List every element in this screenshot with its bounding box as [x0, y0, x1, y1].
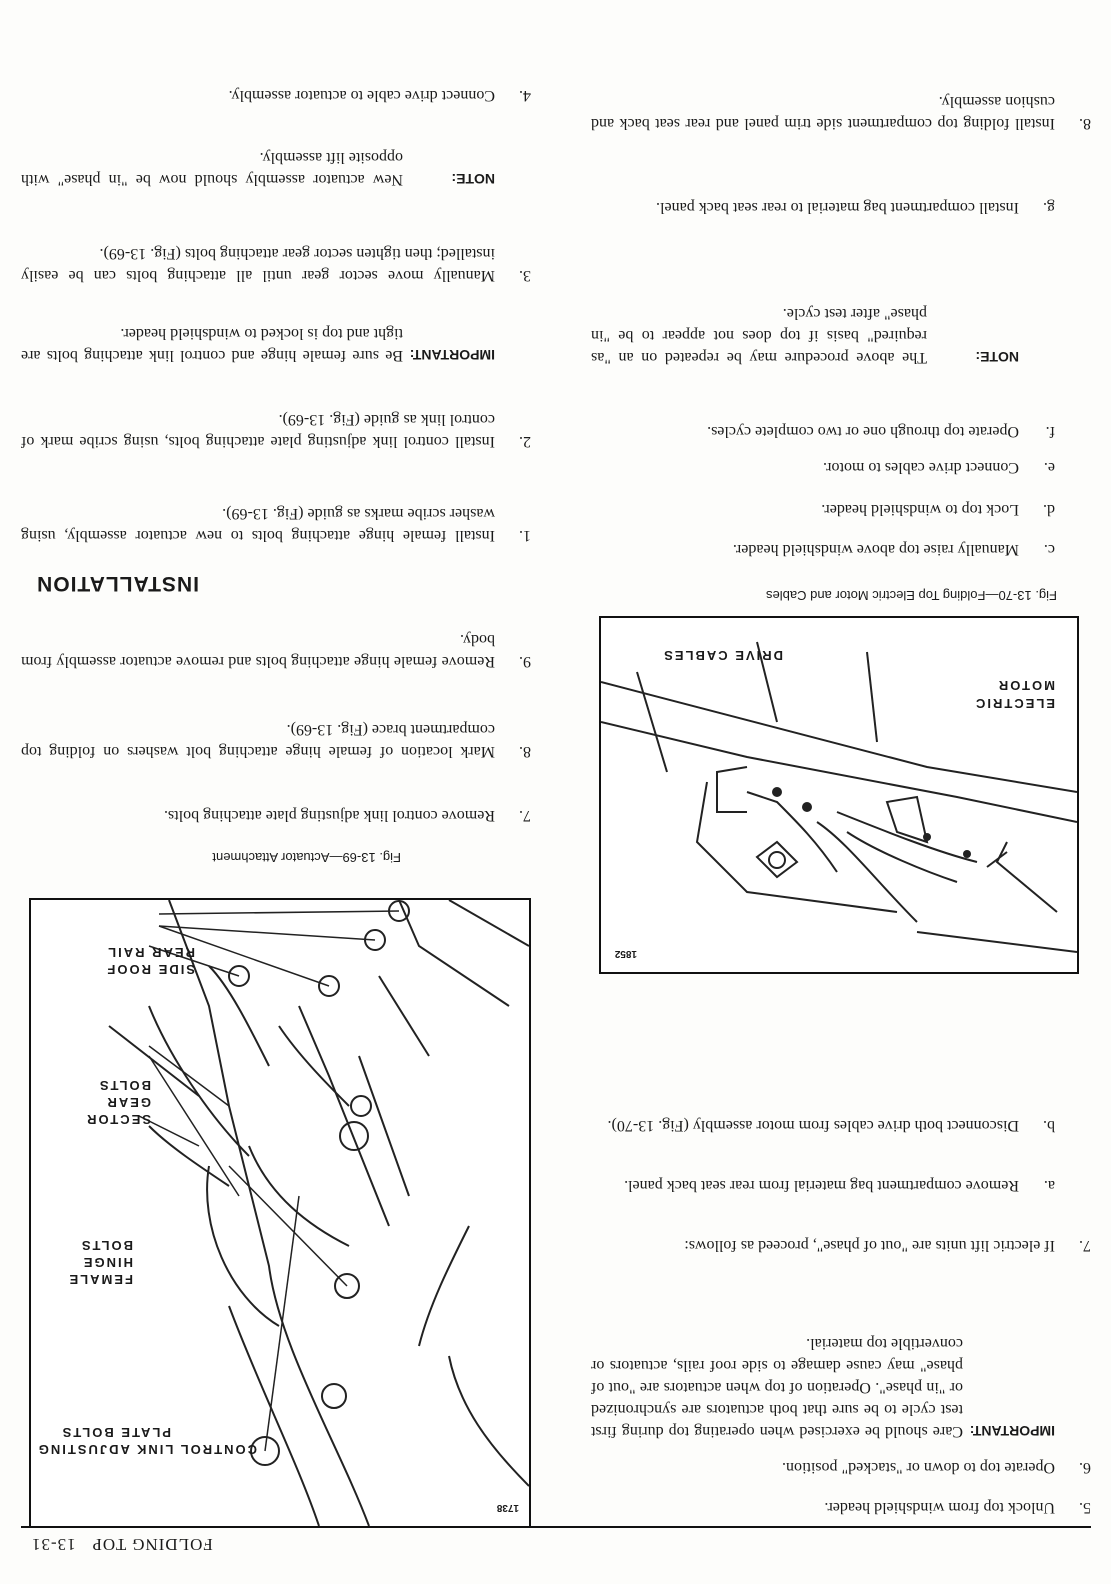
- step-6: 6. Operate top to down or "stacked" position.: [781, 1459, 1091, 1476]
- step-8-right: 8. Mark location of female hinge attaching bolt washers on folding top compartment brace (Fig. 13-69).: [21, 721, 531, 760]
- label-electric: ELECTRIC: [974, 696, 1055, 711]
- install-step-1: 1. Install female hinge attaching bolts to new actuator assembly, using washer scribe marks as guide (Fig. 13-69).: [21, 505, 531, 544]
- step-8-left: 8. Install folding top compartment side trim panel and rear seat back and cushion assembly.: [591, 93, 1091, 132]
- note-in-phase: NOTE: New actuator assembly should now be "in phase" with opposite lift assembly.: [21, 149, 495, 188]
- figure-13-70: [599, 616, 1079, 974]
- install-step-3: 3. Manually move sector gear until all attaching bolts can be easily installed; then tighten sector gear attaching bolts (Fig. 13-69).: [21, 245, 531, 284]
- install-step-2: 2. Install control link adjusting plate attaching bolts, using scribe mark of control link as guide (Fig. 13-69).: [21, 411, 531, 450]
- label-control-link-plate-bolts: CONTROL LINK ADJUSTING PLATE BOLTS: [36, 1425, 257, 1457]
- figure-caption: Fig. 13-70—Folding Top Electric Motor and Cables: [766, 588, 1057, 603]
- step-7: 7. If electric lift units are "out of phase", proceed as follows:: [684, 1237, 1091, 1254]
- label-female-hinge-bolts: FEMALE HINGE BOLTS: [67, 1238, 133, 1287]
- section-title: FOLDING TOP: [91, 1535, 213, 1554]
- running-head: [31, 1534, 311, 1554]
- install-step-4: 4. Connect drive cable to actuator assembly.: [228, 87, 531, 104]
- figure-caption: Fig. 13-69—Actuator Attachment: [212, 850, 401, 865]
- substep-e: e. Connect drive cables to motor.: [823, 459, 1055, 476]
- important-note-bolts: IMPORTANT: Be sure female hinge and control link attaching bolts are tight and top is locked to windshield header.: [21, 325, 495, 364]
- substep-f: f. Operate top through one or two complete cycles.: [707, 423, 1055, 440]
- important-note-phase: IMPORTANT: Care should be exercised when operating top during first test cycle to be sure that both actuators are synchronized or "in phase". Operation of top when actuators are "out of phase" may cause damage to side roof rails, actuators or convertible top material.: [591, 1335, 1055, 1440]
- step-9-right: 9. Remove female hinge attaching bolts and remove actuator assembly from body.: [21, 631, 531, 670]
- step-7-right: 7. Remove control link adjusting plate attaching bolts.: [163, 807, 531, 824]
- installation-heading: INSTALLATION: [36, 572, 199, 595]
- page-number: 13-31: [31, 1535, 76, 1554]
- substep-a: a. Remove compartment bag material from rear seat back panel.: [624, 1177, 1055, 1194]
- label-motor: MOTOR: [996, 678, 1055, 693]
- substep-g: g. Install compartment bag material to rear seat back panel.: [656, 199, 1055, 216]
- figure-code: 1738: [496, 1502, 519, 1513]
- label-side-roof-rear-rail: SIDE ROOF REAR RAIL: [105, 945, 195, 977]
- substep-b: b. Disconnect both drive cables from motor assembly (Fig. 13-70).: [607, 1117, 1055, 1134]
- figure-code: 1852: [614, 948, 637, 959]
- label-sector-gear-bolts: SECTOR GEAR BOLTS: [85, 1078, 151, 1127]
- step-5: 5. Unlock top from windshield header.: [824, 1499, 1091, 1516]
- substep-d: d. Lock top to windshield header.: [821, 501, 1055, 518]
- label-drive-cables: DRIVE CABLES: [662, 648, 783, 663]
- motor-illustration: [601, 618, 1077, 972]
- note-repeat-procedure: NOTE: The above procedure may be repeated on an "as required" basis if top does not appear to be "in phase" after test cycle.: [591, 305, 1019, 366]
- substep-c: c. Manually raise top above windshield header.: [732, 541, 1055, 558]
- figure-13-69: [29, 898, 531, 1528]
